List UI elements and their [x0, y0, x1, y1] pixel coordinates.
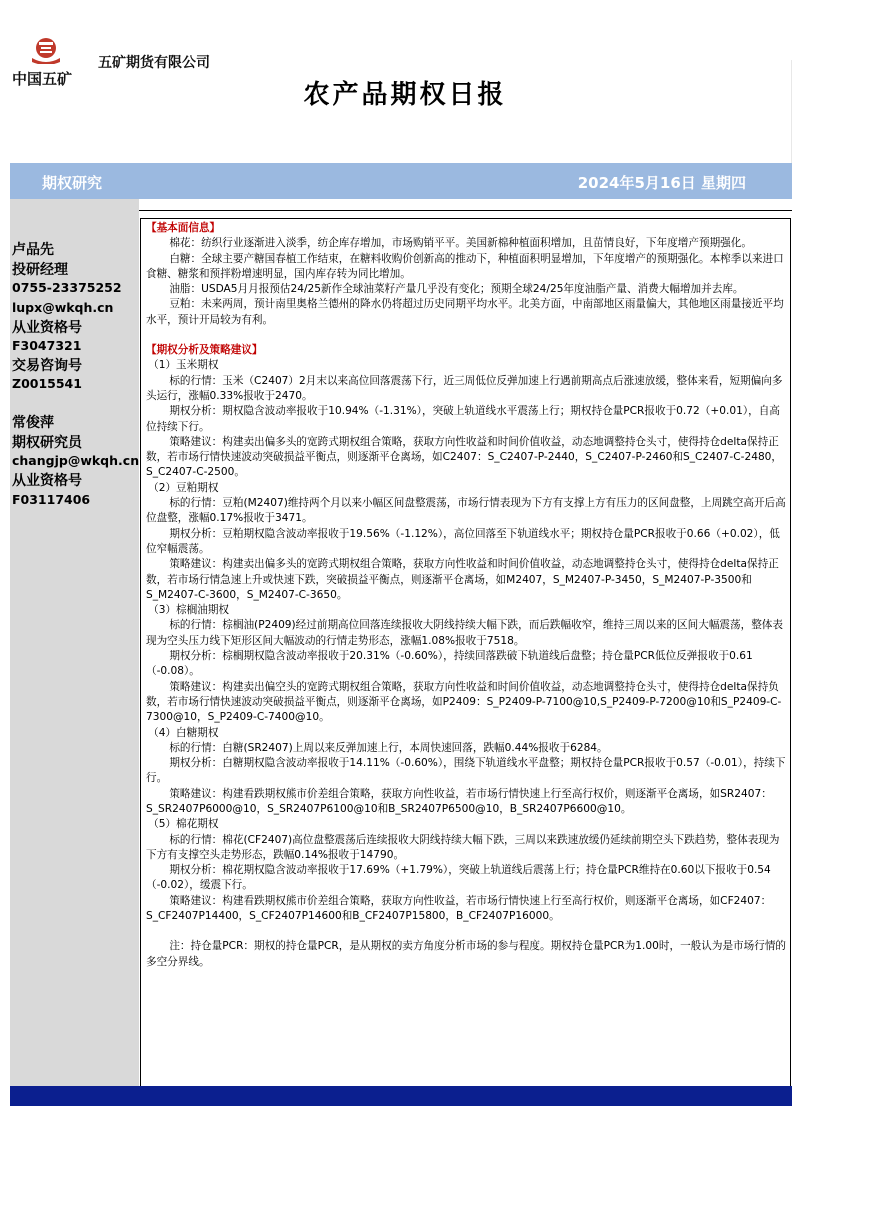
analyst-title: 投研经理 [12, 262, 68, 278]
researcher-name: 常俊萍 [12, 415, 54, 431]
palm-strategy: 策略建议：构建卖出偏空头的宽跨式期权组合策略，获取方向性收益和时间价值收益，动态地调整持仓头寸，使得持仓delta保持负数，若市场行情快速波动突破损益平衡点，则逐渐平仓离场，如P2409：S_P2409-P-7100@10,S_P2409-P-7200@10和S_P2409-C-7300@10，S_P2409-C-7400@10。 [146, 680, 782, 724]
researcher-qualification-label: 从业资格号 [12, 473, 82, 489]
section-banner [10, 163, 792, 199]
researcher-title: 期权研究员 [12, 435, 82, 451]
researcher-email[interactable]: changjp@wkqh.cn [12, 453, 140, 468]
soymeal-strategy: 策略建议：构建卖出偏多头的宽跨式期权组合策略，获取方向性收益和时间价值收益，动态地调整持仓头寸，使得持仓delta保持正数，若市场行情急速上升或快速下跌，突破损益平衡点，则逐渐平仓离场，如M2407，S_M2407-P-3450，S_M2407-P-3500和S_M2407-C-3600，S_M2407-C-3650。 [146, 558, 779, 601]
oils-fundamentals: 油脂：USDA5月月报预估24/25新作全球油菜籽产量几乎没有变化；预期全球24/25年度油脂产量、消费大幅增加并去库。 [169, 283, 744, 296]
analyst-sidebar [10, 199, 139, 1086]
sugar-analysis: 期权分析：白糖期权隐含波动率报收于14.11%（-0.60%），围绕下轨道线水平盘整；期权持仓量PCR报收于0.57（-0.01），持续下行。 [146, 757, 786, 785]
company-logo-icon [30, 36, 62, 64]
sugar-heading: （4）白糖期权 [148, 726, 219, 739]
analyst-name: 卢品先 [12, 242, 54, 258]
qualification-label: 从业资格号 [12, 320, 82, 336]
soymeal-market: 标的行情：豆粕(M2407)维持两个月以来小幅区间盘整震荡，市场行情表现为下方有支撑上方有压力的区间盘整，上周跳空高开后高位盘整，涨幅0.17%报收于3471。 [146, 497, 786, 525]
sugar-strategy: 策略建议：构建看跌期权熊市价差组合策略，获取方向性收益，若市场行情快速上行至高行权价，则逐渐平仓离场，如SR2407：S_SR2407P6000@10，S_SR2407P6100@10和B_SR2407P6500@10，B_SR2407P6600@10。 [146, 787, 772, 815]
page-title: 农产品期权日报 [303, 80, 507, 110]
palm-market: 标的行情：棕榈油(P2409)经过前期高位回落连续报收大阴线持续大幅下跌，而后跌幅收窄，维持三周以来的区间大幅震荡，整体表现为空头压力线下矩形区间大幅波动的行情走势形态，涨幅1.08%报收于7518。 [146, 619, 783, 647]
footer-bar [10, 1086, 792, 1106]
pcr-note: 注：持仓量PCR：期权的持仓量PCR，是从期权的卖方角度分析市场的参与程度。期权持仓量PCR为1.00时，一般认为是市场行情的多空分界线。 [146, 940, 787, 968]
fundamentals-heading: 【基本面信息】 [146, 222, 221, 234]
corn-market: 标的行情：玉米（C2407）2月末以来高位回落震荡下行，近三周低位反弹加速上行遇前期高点后涨速放缓，整体来看，短期偏向多头运行，涨幅0.33%报收于2470。 [146, 374, 783, 402]
corn-strategy: 策略建议：构建卖出偏多头的宽跨式期权组合策略，获取方向性收益和时间价值收益，动态地调整持仓头寸，使得持仓delta保持正数，若市场行情快速波动突破损益平衡点，则逐渐平仓离场，如C2407：S_C2407-P-2440，S_C2407-P-2460和S_C2407-C-2480，S_C2407-C-2500。 [146, 435, 783, 479]
consulting-label: 交易咨询号 [12, 358, 82, 374]
qualification-number: F3047321 [12, 338, 82, 353]
analyst-email[interactable]: lupx@wkqh.cn [12, 300, 114, 315]
cotton-market: 标的行情：棉花(CF2407)高位盘整震荡后连续报收大阴线持续大幅下跌，三周以来跌速放缓仍延续前期空头下跌趋势，整体表现为下方有支撑空头走势形态，跌幅0.14%报收于14790。 [146, 833, 780, 861]
soymeal-heading: （2）豆粕期权 [148, 481, 219, 494]
report-content [140, 218, 791, 1086]
divider [791, 60, 792, 170]
cotton-analysis: 期权分析：棉花期权隐含波动率报收于17.69%（+1.79%），突破上轨道线后震荡上行；持仓量PCR维持在0.60以下报收于0.54（-0.02），缓震下行。 [146, 864, 771, 892]
cotton-fundamentals: 棉花：纺织行业逐渐进入淡季，纺企库存增加，市场购销平平。美国新棉种植面积增加，且苗情良好，下年度增产预期强化。 [169, 237, 752, 250]
company-name: 五矿期货有限公司 [98, 55, 210, 71]
sugar-fundamentals: 白糖：全球主要产糖国春植工作结束，在糖料收购价创新高的推动下，种植面积明显增加，下年度增产的预期强化。本榨季以来进口食糖、糖浆和预拌粉增速明显，国内库存转为同比增加。 [146, 252, 784, 280]
soymeal-analysis: 期权分析：豆粕期权隐含波动率报收于19.56%（-1.12%），高位回落至下轨道线水平；期权持仓量PCR报收于0.66（+0.02），低位窄幅震荡。 [146, 527, 780, 555]
corn-analysis: 期权分析：期权隐含波动率报收于10.94%（-1.31%），突破上轨道线水平震荡上行；期权持仓量PCR报收于0.72（+0.01），自高位持续下行。 [146, 405, 780, 433]
analysis-heading: 【期权分析及策略建议】 [146, 344, 263, 357]
analyst-phone: 0755-23375252 [12, 280, 122, 295]
palm-heading: （3）棕榈油期权 [148, 604, 230, 617]
report-date: 2024年5月16日 星期四 [577, 174, 746, 192]
consulting-number: Z0015541 [12, 376, 82, 391]
corn-heading: （1）玉米期权 [148, 359, 219, 372]
sugar-market: 标的行情：白糖(SR2407)上周以来反弹加速上行，本周快速回落，跌幅0.44%报收于6284。 [169, 741, 608, 754]
cotton-heading: （5）棉花期权 [148, 818, 219, 831]
researcher-qualification-number: F03117406 [12, 492, 91, 507]
logo-text: 中国五矿 [12, 70, 73, 88]
soymeal-fundamentals: 豆粕：未来两周，预计南里奥格兰德州的降水仍将超过历史同期平均水平。北美方面，中南部地区雨量偏大，其他地区雨量接近平均水平，预计开局较为有利。 [146, 298, 784, 326]
palm-analysis: 期权分析：棕榈期权隐含波动率报收于20.31%（-0.60%），持续回落跌破下轨道线后盘整；持仓量PCR低位反弹报收于0.61（-0.08）。 [146, 650, 753, 678]
cotton-strategy: 策略建议：构建看跌期权熊市价差组合策略，获取方向性收益，若市场行情快速上行至高行权价，则逐渐平仓离场，如CF2407：S_CF2407P14400，S_CF2407P14600和B_CF2407P15800，B_CF2407P16000。 [146, 894, 772, 923]
section-label: 期权研究 [42, 174, 103, 192]
content-top-border [139, 210, 792, 211]
